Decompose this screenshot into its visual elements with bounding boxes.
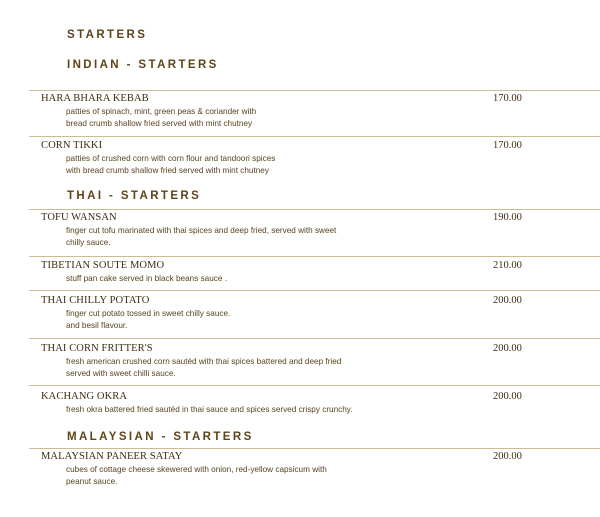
menu-item-price: 200.00 [493,391,522,402]
menu-item-name: TOFU WANSAN [41,212,117,223]
divider [29,209,600,210]
menu-item-description: finger cut tofu marinated with thai spices and deep fried, served with sweet chilly sauce. [66,226,337,247]
divider [29,290,600,291]
menu-item-description: fresh okra battered fried sautéd in thai sauce and spices served crispy crunchy. [66,405,353,414]
menu-item-name: THAI CHILLY POTATO [41,295,150,306]
menu-item-name: MALAYSIAN PANEER SATAY [41,451,183,462]
menu-item-name: THAI CORN FRITTER'S [41,343,153,354]
menu-item-price: 200.00 [493,295,522,306]
menu-item-name: HARA BHARA KEBAB [41,93,149,104]
menu-item-description: patties of crushed corn with corn flour and tandoori spices with bread crumb shallow fried served with mint chutney [66,154,276,175]
menu-item-description: fresh american crushed corn sautéd with thai spices battered and deep fried served with sweet chilli sauce. [66,357,342,378]
section-heading-thai-starters: THAI - STARTERS [67,190,202,202]
divider [29,136,600,137]
divider [29,385,600,386]
menu-item-description: cubes of cottage cheese skewered with onion, red-yellow capsicum with peanut sauce. [66,465,327,486]
menu-item-description: stuff pan cake served in black beans sauce . [66,274,227,283]
divider [29,90,600,91]
section-heading-malaysian-starters: MALAYSIAN - STARTERS [67,431,254,443]
menu-item-price: 170.00 [493,140,522,151]
menu-item-name: CORN TIKKI [41,140,103,151]
menu-item-description: patties of spinach, mint, green peas & coriander with bread crumb shallow fried served with mint chutney [66,107,257,128]
menu-item-name: KACHANG OKRA [41,391,128,402]
menu-item-price: 190.00 [493,212,522,223]
divider [29,256,600,257]
section-heading-starters: STARTERS [67,29,148,41]
menu-item-price: 200.00 [493,343,522,354]
divider [29,338,600,339]
menu-item-price: 200.00 [493,451,522,462]
divider [29,448,600,449]
menu-item-description: finger cut potato tossed in sweet chilly sauce. and besil flavour. [66,309,231,330]
menu-item-price: 170.00 [493,93,522,104]
menu-item-price: 210.00 [493,260,522,271]
section-heading-indian-starters: INDIAN - STARTERS [67,59,219,71]
menu-item-name: TIBETIAN SOUTE MOMO [41,260,165,271]
